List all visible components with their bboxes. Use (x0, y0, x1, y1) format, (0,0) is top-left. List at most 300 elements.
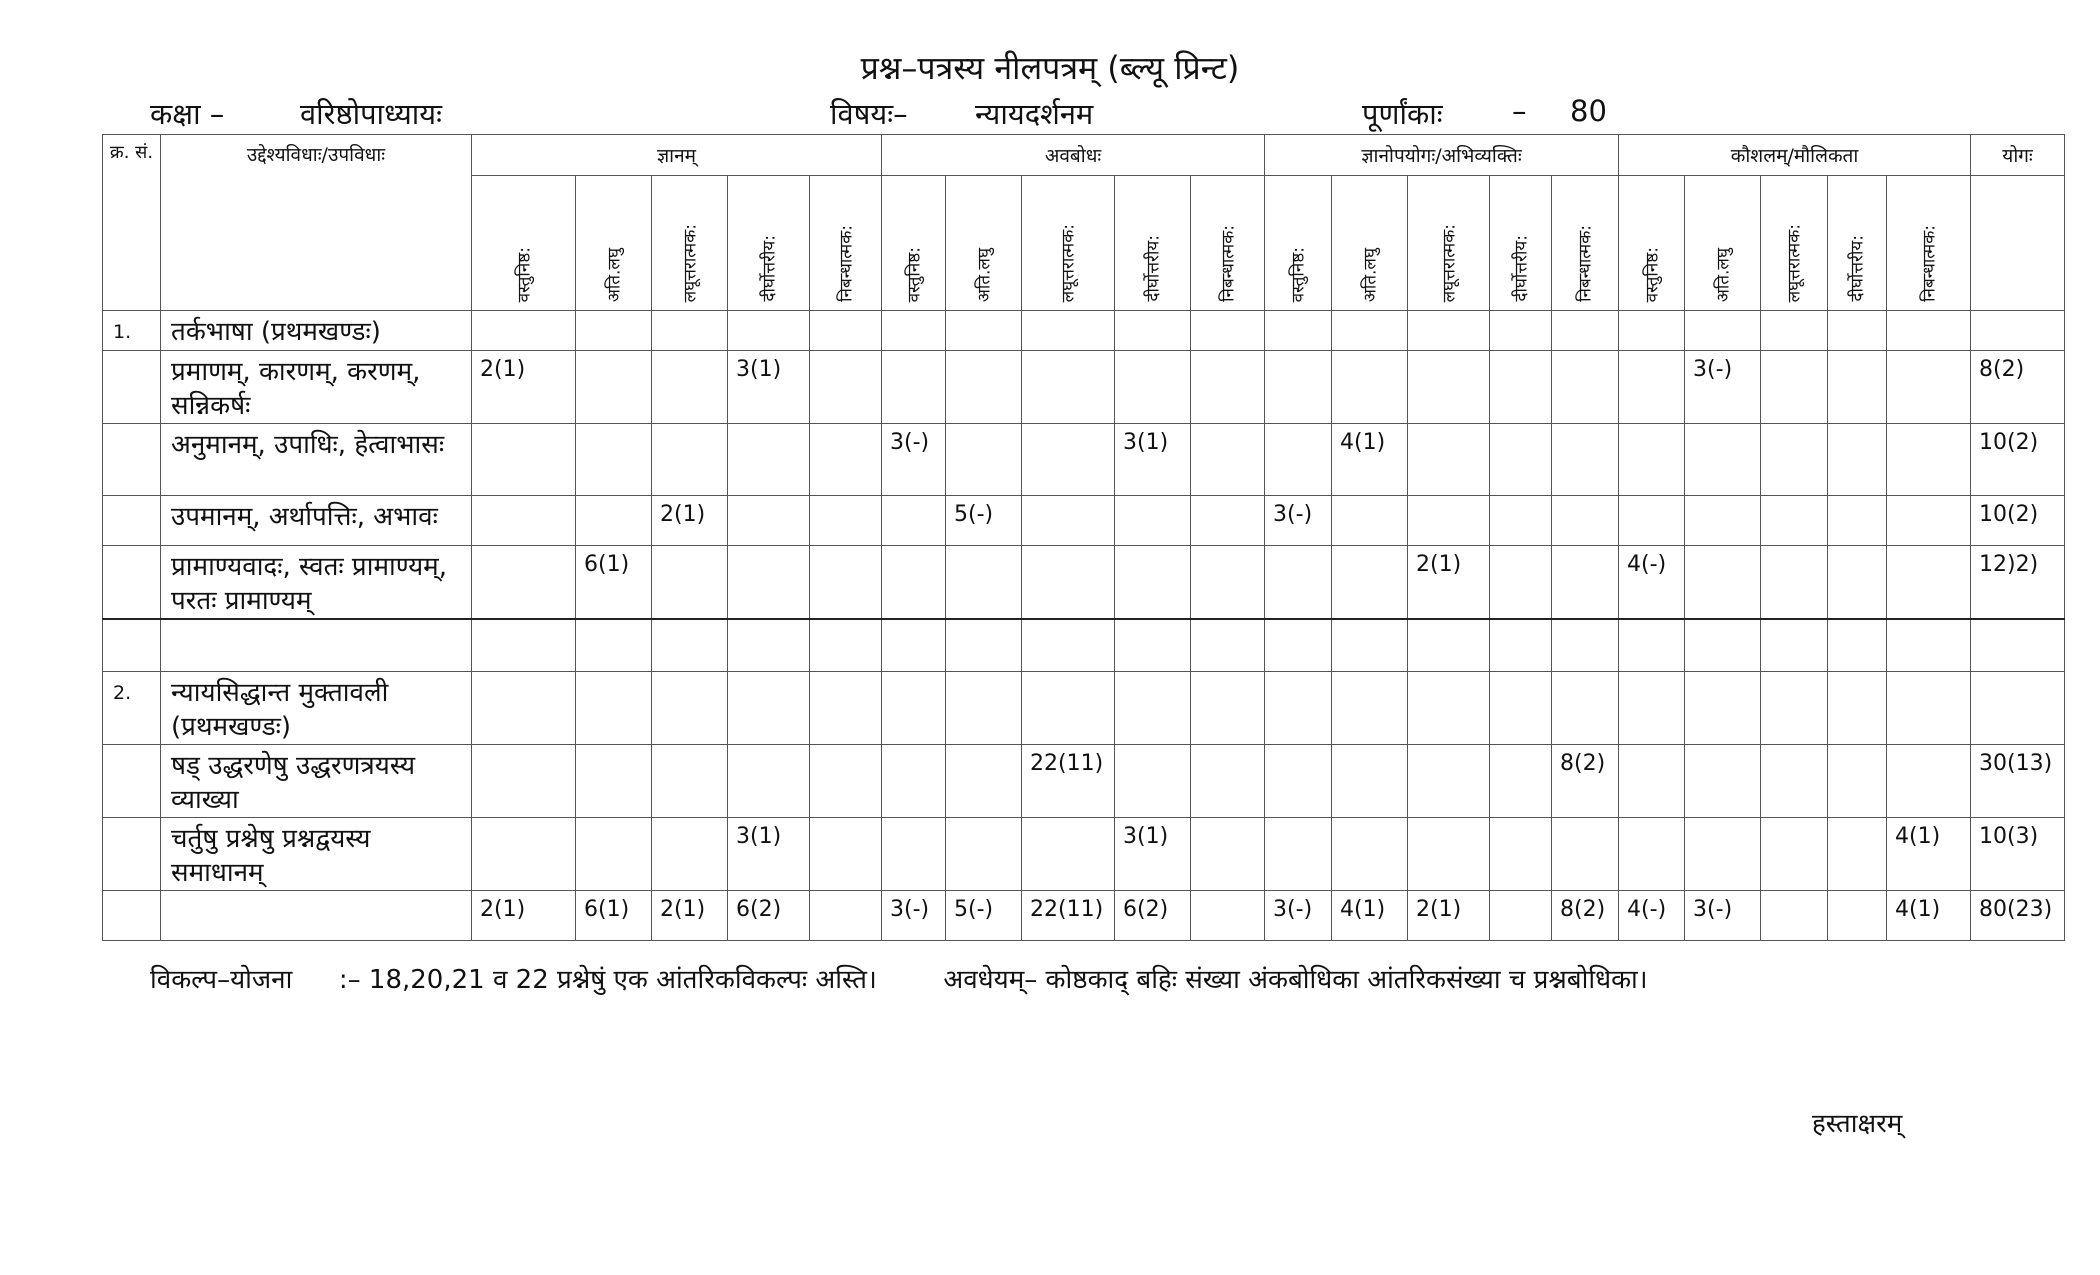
row-cell (1619, 351, 1685, 424)
row-cell (728, 311, 810, 351)
row-cell (472, 619, 576, 671)
row-cell (1191, 424, 1265, 496)
total-header: योगः (1971, 135, 2065, 176)
row-cell (1022, 351, 1115, 424)
marks-label: पूर्णांकाः (1362, 97, 1443, 131)
row-cell (1828, 671, 1887, 744)
row-cell (576, 619, 652, 671)
row-total: 12)2) (1971, 546, 2065, 620)
row-cell (1022, 671, 1115, 744)
subcol-header (882, 176, 946, 311)
row-cell: 3(-) (882, 890, 946, 940)
row-cell: 5(-) (946, 890, 1022, 940)
marks-dash: – (1512, 94, 1527, 128)
row-cell (1828, 817, 1887, 890)
subcol-label: अति.लघु (1713, 247, 1734, 302)
blueprint-table (102, 134, 2065, 941)
group-header: अवबोधः (882, 135, 1265, 176)
row-cell (810, 351, 882, 424)
row-cell (1490, 351, 1552, 424)
row-cell (1887, 744, 1971, 817)
row-cell (1619, 496, 1685, 546)
row-topic: उपमानम्, अर्थापत्तिः, अभावः (161, 496, 472, 546)
subject-value: न्यायदर्शनम (975, 97, 1094, 131)
row-sn (103, 424, 161, 496)
row-cell (1761, 619, 1828, 671)
subcol-label: अति.लघु (1360, 247, 1381, 302)
subcol-label: निबन्धात्मक: (1575, 225, 1596, 302)
row-cell (810, 496, 882, 546)
subcol-label: दीर्घोत्तरीय: (1143, 235, 1164, 302)
row-cell (1619, 671, 1685, 744)
row-cell (1115, 671, 1191, 744)
row-cell (576, 744, 652, 817)
class-label: कक्षा – (150, 97, 225, 131)
row-cell (1191, 351, 1265, 424)
row-sn (103, 496, 161, 546)
row-topic: षड् उद्धरणेषु उद्धरणत्रयस्य व्याख्या (161, 744, 472, 817)
row-cell (1115, 351, 1191, 424)
row-cell (1685, 619, 1761, 671)
row-cell (652, 619, 728, 671)
row-cell (1490, 671, 1552, 744)
row-cell (1191, 890, 1265, 940)
subcol-header (1619, 176, 1685, 311)
row-topic: तर्कभाषा (प्रथमखण्डः) (161, 311, 472, 351)
subcol-label: दीर्घोत्तरीय: (1847, 235, 1868, 302)
row-cell (1115, 496, 1191, 546)
row-cell (1685, 424, 1761, 496)
table-row (103, 671, 2065, 744)
row-cell (882, 496, 946, 546)
row-cell (882, 351, 946, 424)
note-text: अवधेयम्– कोष्ठकाद् बहिः संख्या अंकबोधिका आंतरिकसंख्या च प्रश्नबोधिका। (943, 965, 1648, 995)
row-cell (576, 311, 652, 351)
row-cell (1490, 496, 1552, 546)
row-total: 8(2) (1971, 351, 2065, 424)
table-row (103, 744, 2065, 817)
row-cell (472, 817, 576, 890)
row-cell (810, 424, 882, 496)
subcol-header (1191, 176, 1265, 311)
row-cell (1828, 890, 1887, 940)
subcol-label: वस्तुनिष्ठ: (904, 246, 925, 302)
row-cell (1887, 351, 1971, 424)
row-cell (1408, 311, 1490, 351)
row-cell (652, 424, 728, 496)
subcol-header (810, 176, 882, 311)
subcol-header (1115, 176, 1191, 311)
row-cell (810, 890, 882, 940)
row-cell (1490, 890, 1552, 940)
page-title: प्रश्न–पत्रस्य नीलपत्रम् (ब्ल्यू प्रिन्ट) (860, 49, 1240, 87)
subcol-header (1490, 176, 1552, 311)
row-cell: 8(2) (1552, 890, 1619, 940)
row-sn (103, 817, 161, 890)
row-cell (472, 311, 576, 351)
row-cell (1265, 311, 1332, 351)
row-cell (1685, 496, 1761, 546)
subcol-label: लघूत्तरात्मक: (1058, 223, 1079, 302)
row-cell (576, 424, 652, 496)
subcol-label: लघूत्तरात्मक: (1784, 223, 1805, 302)
row-cell (576, 496, 652, 546)
row-cell (1191, 671, 1265, 744)
row-cell (1490, 744, 1552, 817)
row-cell (1619, 619, 1685, 671)
row-cell (1408, 671, 1490, 744)
row-cell (1115, 311, 1191, 351)
row-cell (472, 546, 576, 620)
row-cell (1619, 424, 1685, 496)
group-header: ज्ञानम् (472, 135, 882, 176)
row-cell (1887, 496, 1971, 546)
row-sn (103, 890, 161, 940)
row-cell (1761, 311, 1828, 351)
row-topic: चर्तुषु प्रश्नेषु प्रश्नद्वयस्य समाधानम् (161, 817, 472, 890)
row-cell (1761, 496, 1828, 546)
row-cell (576, 817, 652, 890)
row-cell: 5(-) (946, 496, 1022, 546)
subcol-label: निबन्धात्मक: (1919, 225, 1940, 302)
row-cell: 3(1) (728, 817, 810, 890)
row-cell (472, 671, 576, 744)
row-cell: 6(2) (1115, 890, 1191, 940)
row-sn: 1. (103, 311, 161, 351)
table-row (103, 546, 2065, 620)
row-cell (1191, 817, 1265, 890)
row-cell (1685, 744, 1761, 817)
row-cell (1191, 546, 1265, 620)
row-cell (882, 744, 946, 817)
row-cell (946, 744, 1022, 817)
row-cell (1191, 496, 1265, 546)
row-cell (1191, 744, 1265, 817)
row-total: 10(2) (1971, 496, 2065, 546)
subcol-header (472, 176, 576, 311)
row-cell (1191, 311, 1265, 351)
marks-value: 80 (1570, 94, 1607, 128)
row-cell (1265, 671, 1332, 744)
row-cell (728, 496, 810, 546)
row-cell: 8(2) (1552, 744, 1619, 817)
row-cell (1552, 424, 1619, 496)
row-cell: 3(1) (1115, 424, 1191, 496)
row-cell (946, 311, 1022, 351)
row-cell: 3(1) (728, 351, 810, 424)
row-cell: 22(11) (1022, 744, 1115, 817)
row-cell (1552, 546, 1619, 620)
subcol-header (1408, 176, 1490, 311)
row-cell (946, 817, 1022, 890)
subcol-header (652, 176, 728, 311)
row-cell (946, 671, 1022, 744)
row-cell (1022, 311, 1115, 351)
row-sn (103, 351, 161, 424)
row-cell (652, 744, 728, 817)
row-cell (728, 744, 810, 817)
row-cell (946, 619, 1022, 671)
subcol-label: निबन्धात्मक: (836, 225, 856, 302)
topic-header: उद्देश्यविधाः/उपविधाः (161, 135, 472, 311)
row-cell (1685, 671, 1761, 744)
row-cell (1332, 351, 1408, 424)
row-cell: 4(-) (1619, 890, 1685, 940)
row-cell (652, 671, 728, 744)
table-row (103, 311, 2065, 351)
row-cell (1828, 311, 1887, 351)
subcol-label: दीर्घोत्तरीय: (759, 235, 779, 302)
row-cell: 3(-) (1685, 351, 1761, 424)
row-cell (1115, 546, 1191, 620)
class-value: वरिष्ठोपाध्यायः (300, 97, 442, 131)
row-cell (1265, 817, 1332, 890)
subcol-header (1265, 176, 1332, 311)
row-cell (1761, 351, 1828, 424)
row-cell (810, 619, 882, 671)
row-cell (1828, 619, 1887, 671)
row-cell: 3(1) (1115, 817, 1191, 890)
row-cell (1265, 619, 1332, 671)
row-cell (1828, 351, 1887, 424)
row-cell: 4(1) (1887, 890, 1971, 940)
row-total (1971, 619, 2065, 671)
subject-label: विषयः– (830, 97, 908, 131)
row-cell: 2(1) (472, 890, 576, 940)
row-cell (1265, 546, 1332, 620)
row-cell (1265, 424, 1332, 496)
row-cell (1265, 351, 1332, 424)
row-cell (1332, 671, 1408, 744)
row-cell: 2(1) (1408, 546, 1490, 620)
row-cell (1490, 817, 1552, 890)
row-sn (103, 744, 161, 817)
row-cell (1490, 546, 1552, 620)
subcol-label: वस्तुनिष्ठ: (1288, 246, 1309, 302)
row-cell (1828, 496, 1887, 546)
row-cell (728, 546, 810, 620)
row-cell (1887, 424, 1971, 496)
row-cell (728, 619, 810, 671)
row-cell (882, 619, 946, 671)
total-subheader (1971, 176, 2065, 311)
row-total: 80(23) (1971, 890, 2065, 940)
subcol-label: निबन्धात्मक: (1218, 225, 1239, 302)
row-cell (1115, 744, 1191, 817)
row-cell: 6(1) (576, 890, 652, 940)
row-cell (882, 311, 946, 351)
row-cell (1490, 424, 1552, 496)
subcol-header (728, 176, 810, 311)
row-cell (810, 311, 882, 351)
row-topic: प्रमाणम्, कारणम्, करणम्, सन्निकर्षः (161, 351, 472, 424)
row-total (1971, 671, 2065, 744)
subcol-label: दीर्घोत्तरीय: (1511, 235, 1532, 302)
table-row (103, 817, 2065, 890)
row-cell (1761, 424, 1828, 496)
row-cell: 2(1) (652, 890, 728, 940)
row-cell (1552, 311, 1619, 351)
row-cell (1685, 817, 1761, 890)
row-topic (161, 890, 472, 940)
row-cell (1552, 619, 1619, 671)
row-cell: 2(1) (652, 496, 728, 546)
row-cell (576, 671, 652, 744)
row-cell (1408, 744, 1490, 817)
row-cell (472, 424, 576, 496)
row-cell (1552, 351, 1619, 424)
row-cell (1887, 311, 1971, 351)
subcol-header (1828, 176, 1887, 311)
subcol-label: अति.लघु (974, 247, 995, 302)
row-cell: 2(1) (472, 351, 576, 424)
row-cell (1115, 619, 1191, 671)
row-cell (1490, 619, 1552, 671)
subcol-label: लघूत्तरात्मक: (1439, 223, 1460, 302)
option-label: विकल्प–योजना (150, 965, 293, 995)
row-cell: 3(-) (882, 424, 946, 496)
row-topic: न्यायसिद्धान्त मुक्तावली (प्रथमखण्डः) (161, 671, 472, 744)
row-cell: 3(-) (1265, 496, 1332, 546)
subcol-header (1685, 176, 1761, 311)
subcol-header (1761, 176, 1828, 311)
row-cell (1022, 619, 1115, 671)
subcol-label: वस्तुनिष्ठ: (1642, 246, 1663, 302)
row-cell: 22(11) (1022, 890, 1115, 940)
row-cell (1408, 424, 1490, 496)
row-cell (1887, 619, 1971, 671)
row-cell (1408, 351, 1490, 424)
row-cell (576, 351, 652, 424)
table-row (103, 890, 2065, 940)
subcol-header (946, 176, 1022, 311)
row-cell (1408, 619, 1490, 671)
row-cell (882, 817, 946, 890)
row-cell (472, 744, 576, 817)
row-cell (1332, 496, 1408, 546)
subcol-header (1332, 176, 1408, 311)
row-cell: 4(1) (1332, 890, 1408, 940)
row-cell (1022, 546, 1115, 620)
row-cell: 3(-) (1685, 890, 1761, 940)
row-cell: 4(1) (1332, 424, 1408, 496)
row-cell (652, 311, 728, 351)
row-cell (1332, 744, 1408, 817)
row-sn (103, 546, 161, 620)
row-cell (946, 351, 1022, 424)
row-cell (1887, 546, 1971, 620)
row-cell (1408, 496, 1490, 546)
subcol-header (1022, 176, 1115, 311)
subcol-header (576, 176, 652, 311)
row-cell (1191, 619, 1265, 671)
table-row (103, 619, 2065, 671)
row-cell (652, 817, 728, 890)
subcol-header (1887, 176, 1971, 311)
row-cell (1022, 817, 1115, 890)
table-row (103, 496, 2065, 546)
footer-note (150, 960, 1648, 996)
subcol-label: अति.लघु (604, 247, 624, 302)
group-header: ज्ञानोपयोगः/अभिव्यक्तिः (1265, 135, 1619, 176)
row-cell (1552, 671, 1619, 744)
row-cell (810, 546, 882, 620)
row-cell (1761, 546, 1828, 620)
row-total: 10(3) (1971, 817, 2065, 890)
row-cell (652, 351, 728, 424)
subcol-header (1552, 176, 1619, 311)
row-cell (1332, 311, 1408, 351)
row-cell (1332, 619, 1408, 671)
row-cell (882, 546, 946, 620)
row-cell: 2(1) (1408, 890, 1490, 940)
row-total: 30(13) (1971, 744, 2065, 817)
row-cell: 4(-) (1619, 546, 1685, 620)
row-cell (1332, 817, 1408, 890)
row-total (1971, 311, 2065, 351)
row-cell (882, 671, 946, 744)
signature: हस्ताक्षरम् (1812, 1109, 1903, 1139)
row-topic: प्रामाण्यवादः, स्वतः प्रामाण्यम्, परतः प्रामाण्यम् (161, 546, 472, 620)
row-topic: अनुमानम्, उपाधिः, हेत्वाभासः (161, 424, 472, 496)
row-cell (728, 424, 810, 496)
row-cell (1761, 890, 1828, 940)
row-cell (810, 744, 882, 817)
row-cell (728, 671, 810, 744)
row-cell (946, 424, 1022, 496)
row-cell (1619, 744, 1685, 817)
row-cell (1761, 671, 1828, 744)
row-cell (1887, 671, 1971, 744)
row-topic (161, 619, 472, 671)
row-cell (1828, 744, 1887, 817)
row-cell (1490, 311, 1552, 351)
row-cell (1761, 817, 1828, 890)
row-cell (1332, 546, 1408, 620)
row-cell (1619, 311, 1685, 351)
row-cell (1265, 744, 1332, 817)
row-cell (472, 496, 576, 546)
row-cell (946, 546, 1022, 620)
row-cell: 6(1) (576, 546, 652, 620)
row-cell: 6(2) (728, 890, 810, 940)
row-cell (810, 817, 882, 890)
subcol-label: वस्तुनिष्ठ: (514, 246, 534, 302)
row-cell (1552, 496, 1619, 546)
row-total: 10(2) (1971, 424, 2065, 496)
row-cell (1828, 424, 1887, 496)
row-cell (810, 671, 882, 744)
sn-header: क्र. सं. (103, 135, 161, 311)
row-cell: 4(1) (1887, 817, 1971, 890)
row-cell (652, 546, 728, 620)
row-cell (1685, 311, 1761, 351)
row-cell (1619, 817, 1685, 890)
row-cell (1408, 817, 1490, 890)
table-row (103, 351, 2065, 424)
option-text: :– 18,20,21 व 22 प्रश्नेषुं एक आंतरिकविकल्पः अस्ति। (338, 965, 877, 995)
row-cell (1022, 424, 1115, 496)
row-cell (1828, 546, 1887, 620)
row-cell: 3(-) (1265, 890, 1332, 940)
group-header: कौशलम्/मौलिकता (1619, 135, 1971, 176)
row-sn (103, 619, 161, 671)
row-sn: 2. (103, 671, 161, 744)
row-cell (1022, 496, 1115, 546)
subcol-label: लघूत्तरात्मक: (680, 223, 700, 302)
table-row (103, 424, 2065, 496)
row-cell (1761, 744, 1828, 817)
